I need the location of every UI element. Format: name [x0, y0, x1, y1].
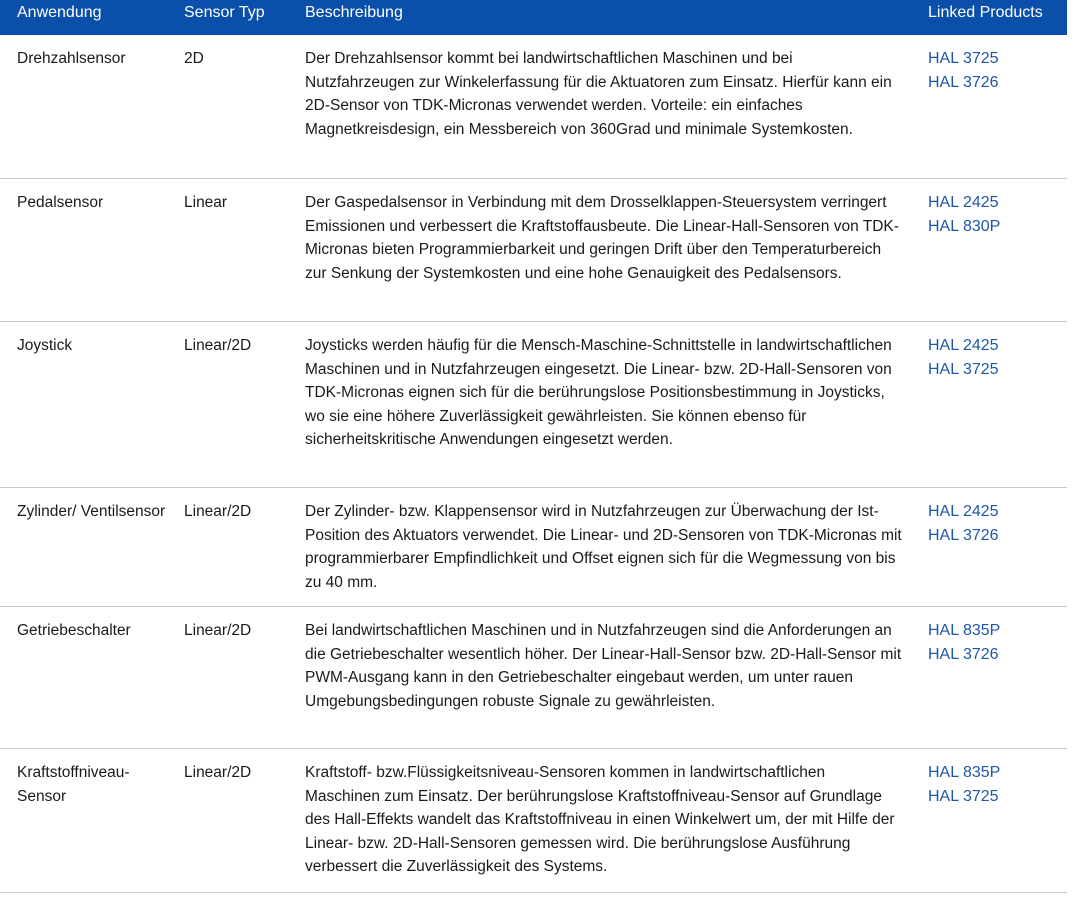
product-link[interactable]: HAL 3726	[928, 73, 999, 91]
table-row	[0, 322, 1067, 488]
sensor-type: Linear/2D	[184, 337, 252, 354]
sensor-type: Linear/2D	[184, 764, 252, 781]
description: Bei landwirtschaftlichen Maschinen und in Nutzfahrzeugen sind die Anforderungen an die Getriebeschalter wesentlich höher. Der Linear-Hall-Sensor bzw. 2D-Hall-Sensor mit PWM-Ausgang kann in den Getriebeschalter eingebaut werden, um unter rauen Umgebungsbedingungen robuste Signale zu gewährleisten.	[305, 622, 902, 710]
linked-products	[928, 191, 1058, 238]
application-name: Joystick	[17, 337, 73, 354]
product-link[interactable]: HAL 3726	[928, 526, 999, 544]
application-name: Getriebeschalter	[17, 622, 131, 639]
description: Der Zylinder- bzw. Klappensensor wird in Nutzfahrzeugen zur Überwachung der Ist-Position des Aktuators verwendet. Die Linear- und 2D-Sensoren von TDK-Micronas mit programmierbarer Empfindlichkeit und Offset eignen sich für die Wegmessung von bis zu 40 mm.	[305, 503, 902, 591]
table-header	[0, 0, 1067, 35]
linked-products	[928, 761, 1058, 808]
table-row	[0, 749, 1067, 893]
product-link[interactable]: HAL 2425	[928, 337, 999, 354]
header-application: Anwendung	[17, 4, 102, 21]
application-name: Pedalsensor	[17, 194, 104, 211]
sensor-type: Linear/2D	[184, 622, 252, 639]
header-sensor-type: Sensor Typ	[184, 4, 265, 21]
product-link[interactable]: HAL 835P	[928, 764, 1001, 781]
product-link[interactable]: HAL 3725	[928, 360, 999, 378]
description: Joysticks werden häufig für die Mensch-Maschine-Schnittstelle in landwirtschaftlichen Maschinen und in Nutzfahrzeugen eingesetzt. Die Linear- bzw. 2D-Hall-Sensoren von TDK-Micronas eignen sich für die berührungslose Positionsbestimmung in Joysticks, wo sie eine höhere Zuverlässigkeit gewährleisten. Sie können ebenso für sicherheitskritische Anwendungen eingesetzt werden.	[305, 337, 892, 448]
linked-products	[928, 500, 1058, 547]
table-row	[0, 179, 1067, 322]
description: Der Drehzahlsensor kommt bei landwirtschaftlichen Maschinen und bei Nutzfahrzeugen zur Winkelerfassung für die Aktuatoren zum Einsatz. Hierfür kann ein 2D-Sensor von TDK-Micronas verwendet werden. Vorteile: ein einfaches Magnetkreisdesign, ein Messbereich von 360Grad und minimale Systemkosten.	[305, 50, 892, 138]
application-name: Drehzahlsensor	[17, 50, 126, 67]
header-description: Beschreibung	[305, 4, 403, 21]
linked-products	[928, 47, 1058, 94]
product-link[interactable]: HAL 3726	[928, 645, 999, 663]
linked-products	[928, 334, 1058, 381]
sensor-type: 2D	[184, 50, 204, 67]
product-link[interactable]: HAL 3725	[928, 50, 999, 67]
product-link[interactable]: HAL 835P	[928, 622, 1001, 639]
table-row	[0, 607, 1067, 749]
table-row	[0, 488, 1067, 607]
product-link[interactable]: HAL 2425	[928, 194, 999, 211]
description: Kraftstoff- bzw.Flüssigkeitsniveau-Sensoren kommen in landwirtschaftlichen Maschinen zum Einsatz. Der berührungslose Kraftstoffniveau-Sensor auf Grundlage des Hall-Effekts wandelt das Kraftstoffniveau in einen Winkelwert um, der mit Hilfe der Linear- bzw. 2D-Hall-Sensoren gemessen wird. Die berührungslose Ausführung verbessert die Zuverlässigkeit des Systems.	[305, 764, 895, 875]
product-link[interactable]: HAL 2425	[928, 503, 999, 520]
product-link[interactable]: HAL 3725	[928, 787, 999, 805]
product-link[interactable]: HAL 830P	[928, 217, 1001, 235]
sensor-type: Linear	[184, 194, 228, 211]
linked-products	[928, 619, 1058, 666]
header-linked-products: Linked Products	[928, 4, 1043, 21]
table-row	[0, 35, 1067, 179]
description: Der Gaspedalsensor in Verbindung mit dem Drosselklappen-Steuersystem verringert Emissionen und verbessert die Kraftstoffausbeute. Die Linear-Hall-Sensoren von TDK-Micronas bieten Programmierbarkeit und geringen Drift über den Temperaturbereich zur Senkung der Systemkosten und eine hohe Genauigkeit des Pedalsensors.	[305, 194, 899, 282]
application-name: Kraftstoffniveau-Sensor	[17, 764, 130, 805]
sensor-type: Linear/2D	[184, 503, 252, 520]
application-name: Zylinder/ Ventilsensor	[17, 503, 166, 520]
